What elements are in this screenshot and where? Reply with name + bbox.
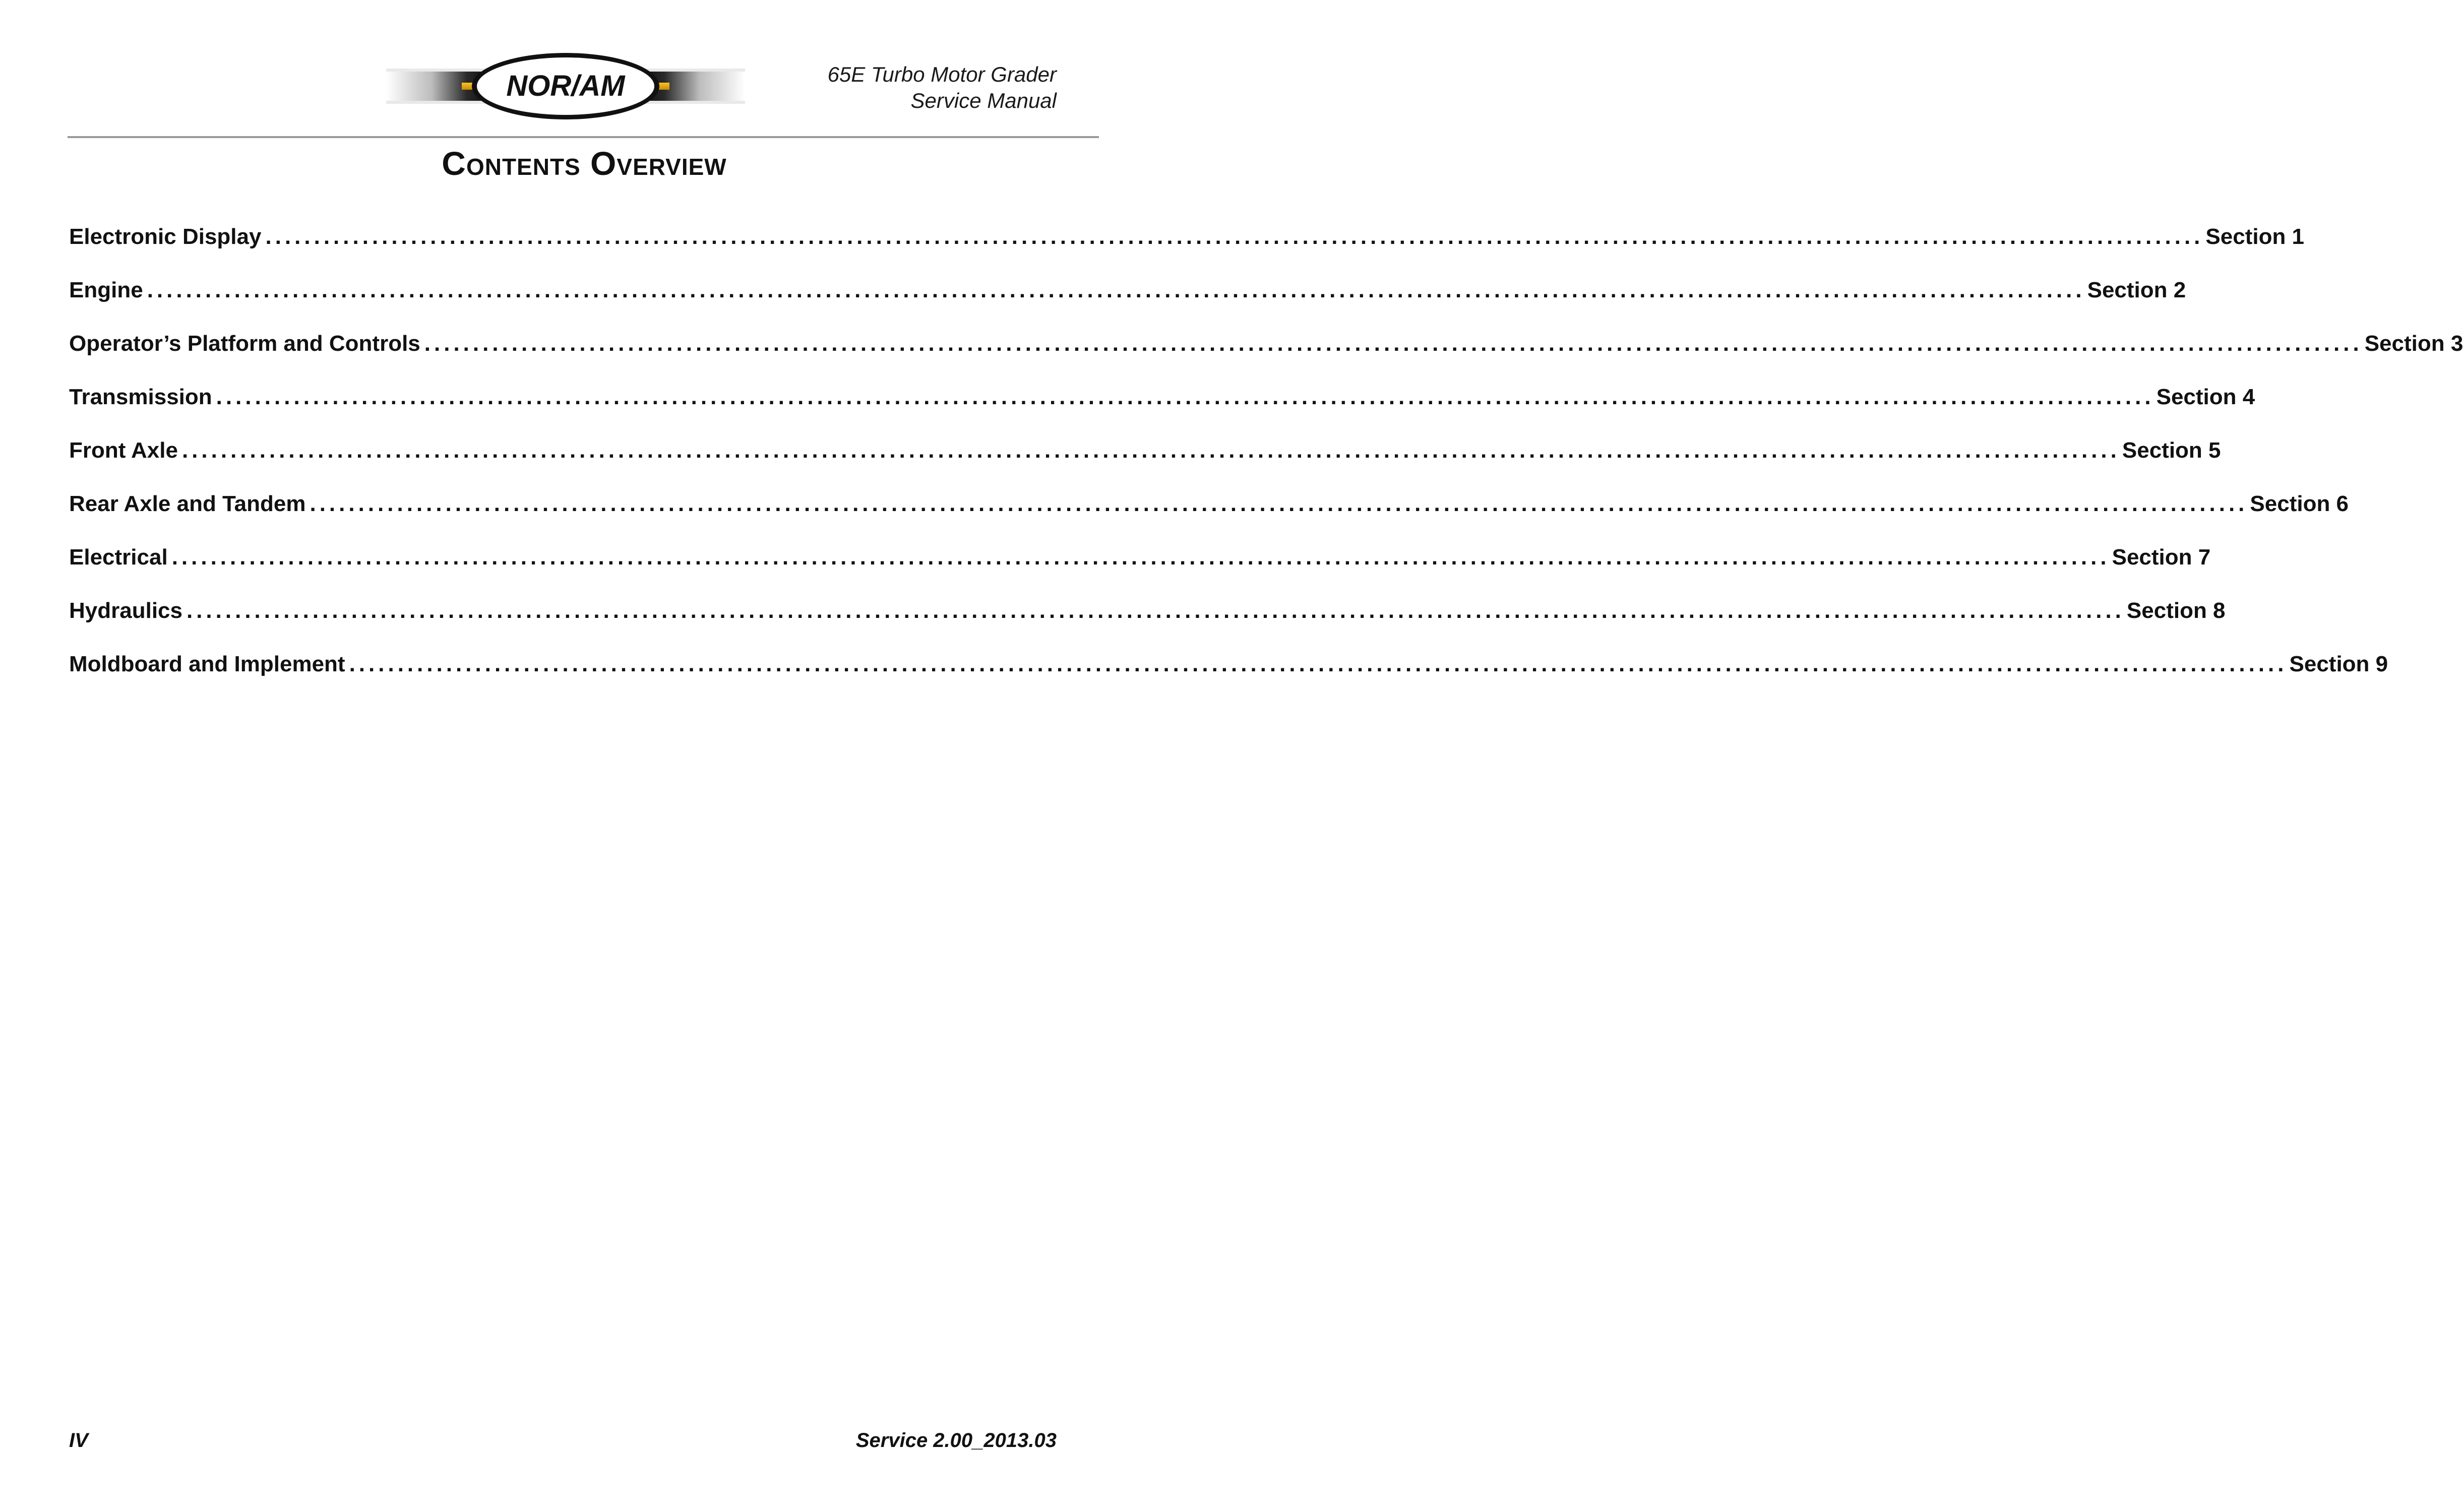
dot-leader: ........................................................................................................................................................................................................ (310, 491, 2248, 516)
manual-title (828, 61, 1057, 114)
toc-entry-label: Rear Axle and Tandem (69, 491, 306, 516)
toc-entry[interactable] (69, 652, 2388, 705)
toc-entry-section: Section 5 (2122, 438, 2221, 463)
toc-entry-section: Section 7 (2112, 545, 2211, 570)
toc-entry-label: Front Axle (69, 438, 178, 463)
toc-entry-label: Operator’s Platform and Controls (69, 331, 420, 356)
toc-entry-label: Electrical (69, 545, 168, 570)
toc-entry[interactable] (69, 224, 2305, 278)
page-heading: Contents Overview (442, 145, 727, 182)
toc-entry-section: Section 2 (2087, 278, 2186, 302)
toc-entry-label: Hydraulics (69, 598, 182, 623)
logo-text: NOR/AM (506, 70, 625, 102)
toc-entry-label: Electronic Display (69, 224, 262, 249)
toc-entry-section: Section 9 (2289, 652, 2388, 676)
toc-entry-label: Transmission (69, 385, 212, 409)
dot-leader: ........................................................................................................................................................................................................ (147, 278, 2085, 302)
toc-entry[interactable] (69, 598, 2226, 652)
toc-entry[interactable] (69, 438, 2221, 491)
toc-entry[interactable] (69, 331, 2463, 385)
noram-logo (386, 50, 745, 122)
manual-title-line2: Service Manual (910, 89, 1057, 112)
toc-entry-section: Section 6 (2250, 491, 2349, 516)
dot-leader: ........................................................................................................................................................................................................ (265, 224, 2204, 249)
dot-leader: ........................................................................................................................................................................................................ (349, 652, 2288, 676)
toc-entry-section: Section 3 (2364, 331, 2463, 356)
page-number: IV (69, 1429, 88, 1452)
dot-leader: ........................................................................................................................................................................................................ (181, 438, 2120, 463)
toc-entry[interactable] (69, 278, 2186, 331)
dot-leader: ........................................................................................................................................................................................................ (186, 598, 2125, 623)
dot-leader: ........................................................................................................................................................................................................ (216, 385, 2154, 409)
toc-entry-section: Section 4 (2156, 385, 2255, 409)
manual-title-line1: 65E Turbo Motor Grader (827, 62, 1057, 86)
toc-entry-label: Engine (69, 278, 143, 302)
toc-entry[interactable] (69, 385, 2255, 438)
toc-entry-label: Moldboard and Implement (69, 652, 345, 676)
header-divider (68, 136, 1099, 138)
toc-entry-section: Section 1 (2205, 224, 2305, 249)
revision-label: Service 2.00_2013.03 (855, 1429, 1057, 1452)
toc-list (69, 224, 2463, 705)
toc-entry[interactable] (69, 491, 2349, 545)
toc-entry-section: Section 8 (2126, 598, 2226, 623)
dot-leader: ........................................................................................................................................................................................................ (171, 545, 2110, 570)
dot-leader: ........................................................................................................................................................................................................ (424, 331, 2363, 356)
toc-entry[interactable] (69, 545, 2211, 598)
